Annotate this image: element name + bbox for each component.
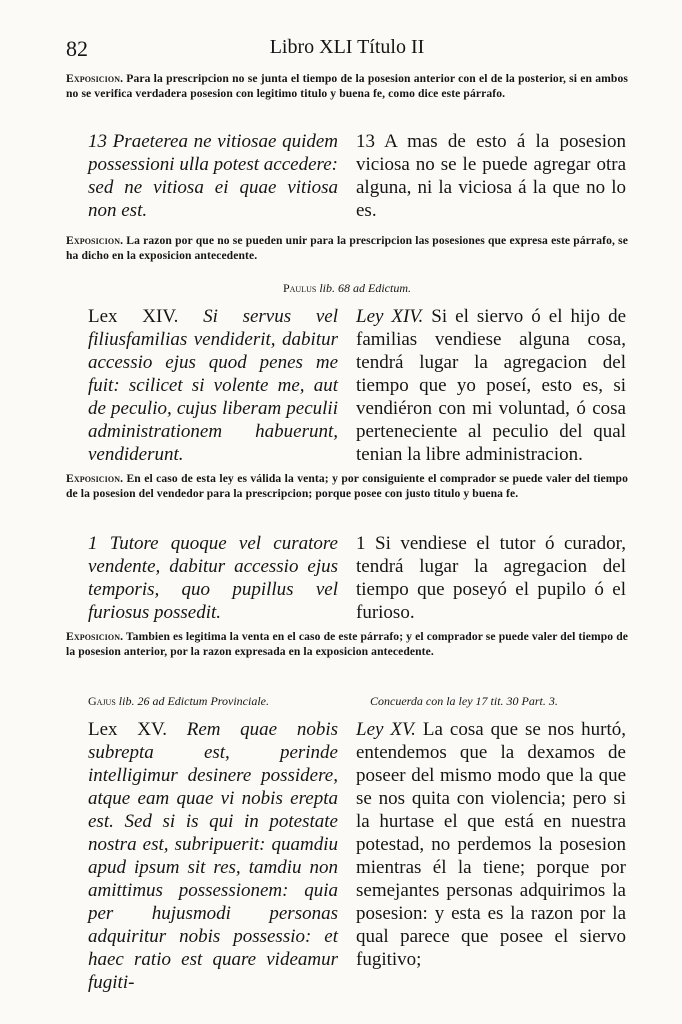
ley-heading: Ley XIV. xyxy=(356,306,424,327)
exposicion-1 xyxy=(66,72,628,101)
concordance-note: Concuerda con la ley 17 tit. 30 Part. 3. xyxy=(370,694,558,708)
latin-lex-15 xyxy=(88,718,338,994)
exposicion-text: Tambien es legitima la venta en el caso de este párrafo; y el comprador se puede valer del tiempo de la posesion anterior, por la razon expresada en la exposicion antecedente. xyxy=(66,630,628,658)
source-citation-paulus xyxy=(66,281,628,296)
spanish-paragraph-13: 13 A mas de esto á la posesion viciosa no se le puede agregar otra alguna, ni la viciosa á la que no lo es. xyxy=(356,131,626,221)
spanish-paragraph-1: 1 Si vendiese el tutor ó curador, tendrá lugar la agregacion del tiempo que poseyó el pupilo ó el furioso. xyxy=(356,533,626,623)
ley-text: La cosa que se nos hurtó, entendemos que la dexamos de poseer del mismo modo que la que se nos quita con violencia; pero si la hurtase el que está en nuestra potestad, no perdemos la posesion mientras él la tiene; porque por semejantes personas adquirimos la posesion: y esta es la razon por la qual parece que posee el siervo fugitivo; xyxy=(356,719,627,970)
latin-paragraph-1: 1 Tutore quoque vel curatore vendente, dabitur accessio ejus temporis, quo pupillus vel furiosus possedit. xyxy=(88,533,338,623)
running-title: Libro XLI Título II xyxy=(269,36,425,58)
source-reference: lib. 68 ad Edictum. xyxy=(319,281,411,295)
exposicion-4 xyxy=(66,630,628,659)
exposicion-2 xyxy=(66,234,628,263)
ley-text: Si el siervo ó el hijo de familias vendiese alguna cosa, tendrá lugar la agregacion del tiempo que yo poseí, esto es, si vendiéron con mi voluntad, ó cosa perteneciente al peculio del qual tenian la libre administracion. xyxy=(356,306,627,465)
spanish-ley-15 xyxy=(356,718,626,971)
lex-heading: Lex XIV. xyxy=(88,306,179,327)
source-author: Paulus xyxy=(282,281,317,295)
lex-heading: Lex XV. xyxy=(88,719,167,740)
lex-text: Si servus vel filiusfamilias vendiderit, dabitur accessio ejus quod penes me fuit: scilicet si volente me, aut de peculio, cujus liberam peculii administrationem habuerunt, vendiderunt. xyxy=(88,306,339,465)
source-citation-gajus xyxy=(88,694,348,709)
spanish-ley-14 xyxy=(356,305,626,466)
exposicion-text: Para la prescripcion no se junta el tiempo de la posesion anterior con el de la posterior, si en ambos no se verifica verdadera posesion con legitimo titulo y buena fe, como dice este párrafo. xyxy=(66,72,628,100)
exposicion-text: En el caso de esta ley es válida la venta; y por consiguiente el comprador se puede valer del tiempo de la posesion del vendedor para la prescripcion; porque posee con justo titulo y buena fe. xyxy=(66,472,629,500)
source-reference: lib. 26 ad Edictum Provinciale. xyxy=(118,694,269,708)
exposicion-text: La razon por que no se pueden unir para la prescripcion las posesiones que expresa este párrafo, se ha dicho en la exposicion antecedente. xyxy=(66,234,628,262)
ley-heading: Ley XV. xyxy=(356,719,416,740)
lex-text: Rem quae nobis subrepta est, perinde intelligimur desinere possidere, atque eam quae vi nobis erepta est. Sed si is qui in potestate nostra est, subripuerit: quamdiu apud ipsum sit res, tamdiu non amittimus possessionem: quia per hujusmodi personas adquiritur nobis possessio: et haec ratio est quare videamur fugiti- xyxy=(88,719,338,993)
source-author: Gajus xyxy=(88,694,116,708)
exposicion-label: Exposicion. xyxy=(66,72,124,85)
page-number: 82 xyxy=(66,36,88,61)
latin-lex-14 xyxy=(88,305,338,466)
exposicion-3 xyxy=(66,472,628,501)
exposicion-label: Exposicion. xyxy=(66,630,124,643)
page-header xyxy=(66,36,628,66)
latin-paragraph-13: 13 Praeterea ne vitiosae quidem possessioni ulla potest accedere: sed ne vitiosa ei quae vitiosa non est. xyxy=(88,131,338,221)
exposicion-label: Exposicion. xyxy=(66,472,124,485)
exposicion-label: Exposicion. xyxy=(66,234,124,247)
